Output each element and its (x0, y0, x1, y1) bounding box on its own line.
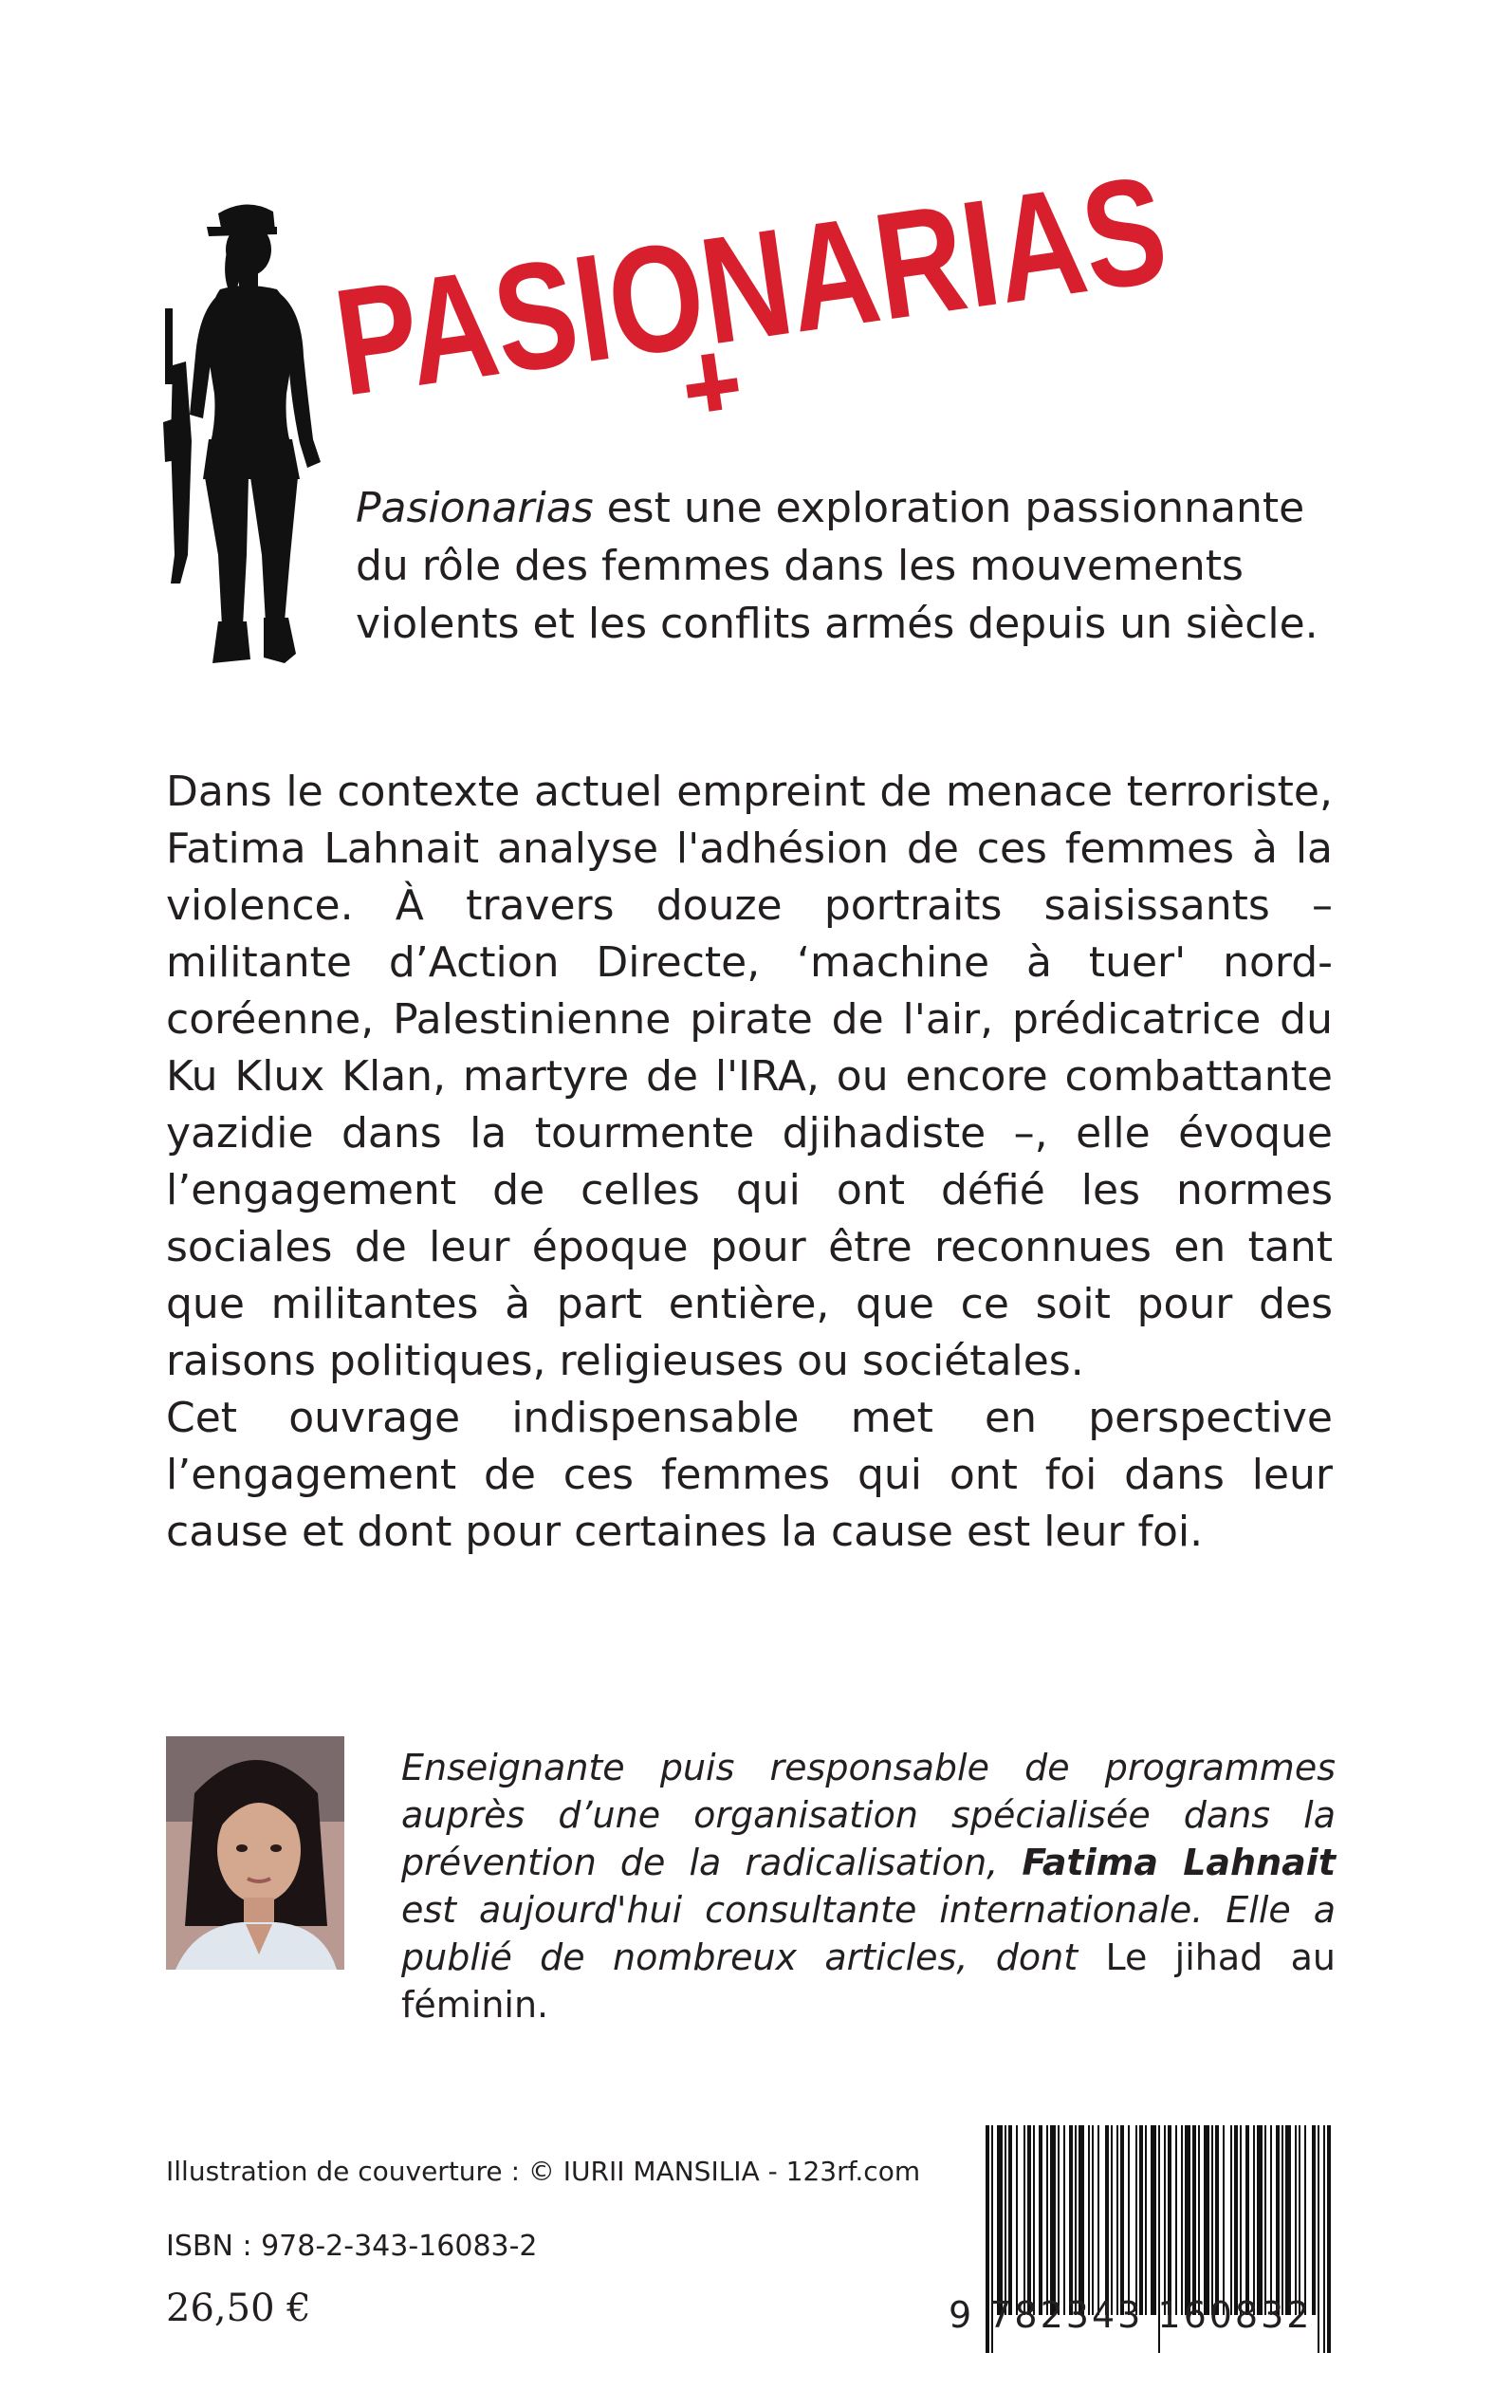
barcode-bar (1215, 2125, 1219, 2315)
barcode-bar (1023, 2125, 1025, 2315)
barcode-bar (1211, 2125, 1213, 2315)
barcode-bar (1097, 2125, 1099, 2315)
barcode-bar (1016, 2125, 1018, 2315)
author-bio (401, 1744, 1336, 2028)
barcode-bar (1299, 2125, 1300, 2315)
barcode-bar (1008, 2125, 1012, 2315)
barcode-bar (1111, 2125, 1113, 2315)
barcode-bar (1063, 2125, 1065, 2315)
barcode-bar (1285, 2125, 1291, 2315)
barcode-bar (1039, 2125, 1042, 2315)
barcode-bar (1075, 2125, 1077, 2315)
barcode-bar (1120, 2125, 1124, 2315)
barcode-digits: 9 782343 160832 (949, 2294, 1313, 2336)
barcode-bar (1168, 2125, 1171, 2315)
barcode-bar (1145, 2125, 1147, 2315)
author-bio-part2: est aujourd'hui consultante internationale. Elle a publié de nombreux articles, dont (401, 1889, 1336, 1978)
price-label: 26,50 € (166, 2287, 311, 2330)
barcode-bar (1151, 2125, 1156, 2315)
cover-illustration-credit: Illustration de couverture : © IURII MANSILIA - 123rf.com (166, 2156, 921, 2187)
barcode-bar (1079, 2125, 1084, 2315)
barcode-bar (1240, 2125, 1242, 2315)
barcode-bar (1230, 2125, 1232, 2315)
barcode-bar (1204, 2125, 1209, 2315)
barcode-bar (1192, 2125, 1196, 2315)
barcode-bar (1128, 2125, 1130, 2315)
book-title (325, 114, 1382, 432)
intro-text: est une exploration passionnante du rôle des femmes dans les mouvements violents et les conflits armés depuis un siècle. (356, 484, 1318, 648)
barcode-bar (1050, 2125, 1056, 2315)
barcode-bar (1181, 2125, 1183, 2315)
barcode-bar (1116, 2125, 1118, 2315)
barcode-bar (1088, 2125, 1090, 2315)
barcode-bar (1135, 2125, 1137, 2315)
barcode-bar (1276, 2125, 1280, 2315)
barcode-bar (1005, 2125, 1006, 2315)
author-photo (166, 1736, 344, 1970)
isbn-number: ISBN : 978-2-343-16083-2 (166, 2230, 538, 2263)
woman-soldier-silhouette-icon (152, 194, 351, 669)
barcode-bar (1223, 2125, 1225, 2315)
barcode-bar (1069, 2125, 1073, 2315)
barcode-bar (997, 2125, 1003, 2315)
title-text: PASIONARIAS (325, 114, 1382, 428)
barcode-bar (1270, 2125, 1272, 2315)
barcode-bar (1234, 2125, 1238, 2315)
author-bio-part1: Enseignante puis responsable de programmes auprès d’une organisation spécialisée dans la prévention de la radicalisation, (401, 1747, 1336, 1883)
intro-paragraph (356, 479, 1333, 653)
description-paragraph-2: Cet ouvrage indispensable met en perspective l’engagement de ces femmes qui ont foi dans leur cause et dont pour certaines la cause est leur foi. (166, 1394, 1333, 1556)
author-name: Fatima Lahnait (1022, 1842, 1336, 1883)
barcode-bar (1092, 2125, 1094, 2315)
barcode-bar (1282, 2125, 1283, 2315)
barcode-bar (1245, 2125, 1249, 2315)
barcode-bar (1105, 2125, 1109, 2315)
barcode-bar (1175, 2125, 1177, 2315)
barcode-bar (1139, 2125, 1143, 2315)
barcode-bar (1253, 2125, 1255, 2315)
barcode-bar (1304, 2125, 1306, 2315)
barcode-bar (1046, 2125, 1048, 2315)
barcode-bar (1058, 2125, 1060, 2315)
barcode-bar (1027, 2125, 1031, 2315)
barcode-bar (1257, 2125, 1263, 2315)
author-book-title: Le jihad au féminin. (401, 1936, 1336, 2026)
barcode-bar (1033, 2125, 1035, 2315)
barcode-bar (1198, 2125, 1200, 2315)
barcode-bar (1164, 2125, 1166, 2315)
barcode-bar (1295, 2125, 1297, 2315)
intro-italic-title: Pasionarias (356, 484, 594, 532)
description-paragraph-1: Dans le contexte actuel empreint de menace terroriste, Fatima Lahnait analyse l'adhésion de ces femmes à la violence. À travers douze portraits saisissants – militante d’Action Directe, ‘machine à tuer' nord-coréenne, Palestinienne pirate de l'air, prédicatrice du Ku Klux Klan, martyre de l'IRA, ou encore combattante yazidie dans la tourmente djihadiste –, elle évoque l’engagement de celles qui ont défié les normes sociales de leur époque pour être reconnues en tant que militantes à part entière, que ce soit pour des raisons politiques, religieuses ou sociétales. (166, 768, 1333, 1385)
barcode-bar (1312, 2125, 1316, 2315)
barcode-bar (1264, 2125, 1266, 2315)
barcode-bar (1185, 2125, 1190, 2315)
